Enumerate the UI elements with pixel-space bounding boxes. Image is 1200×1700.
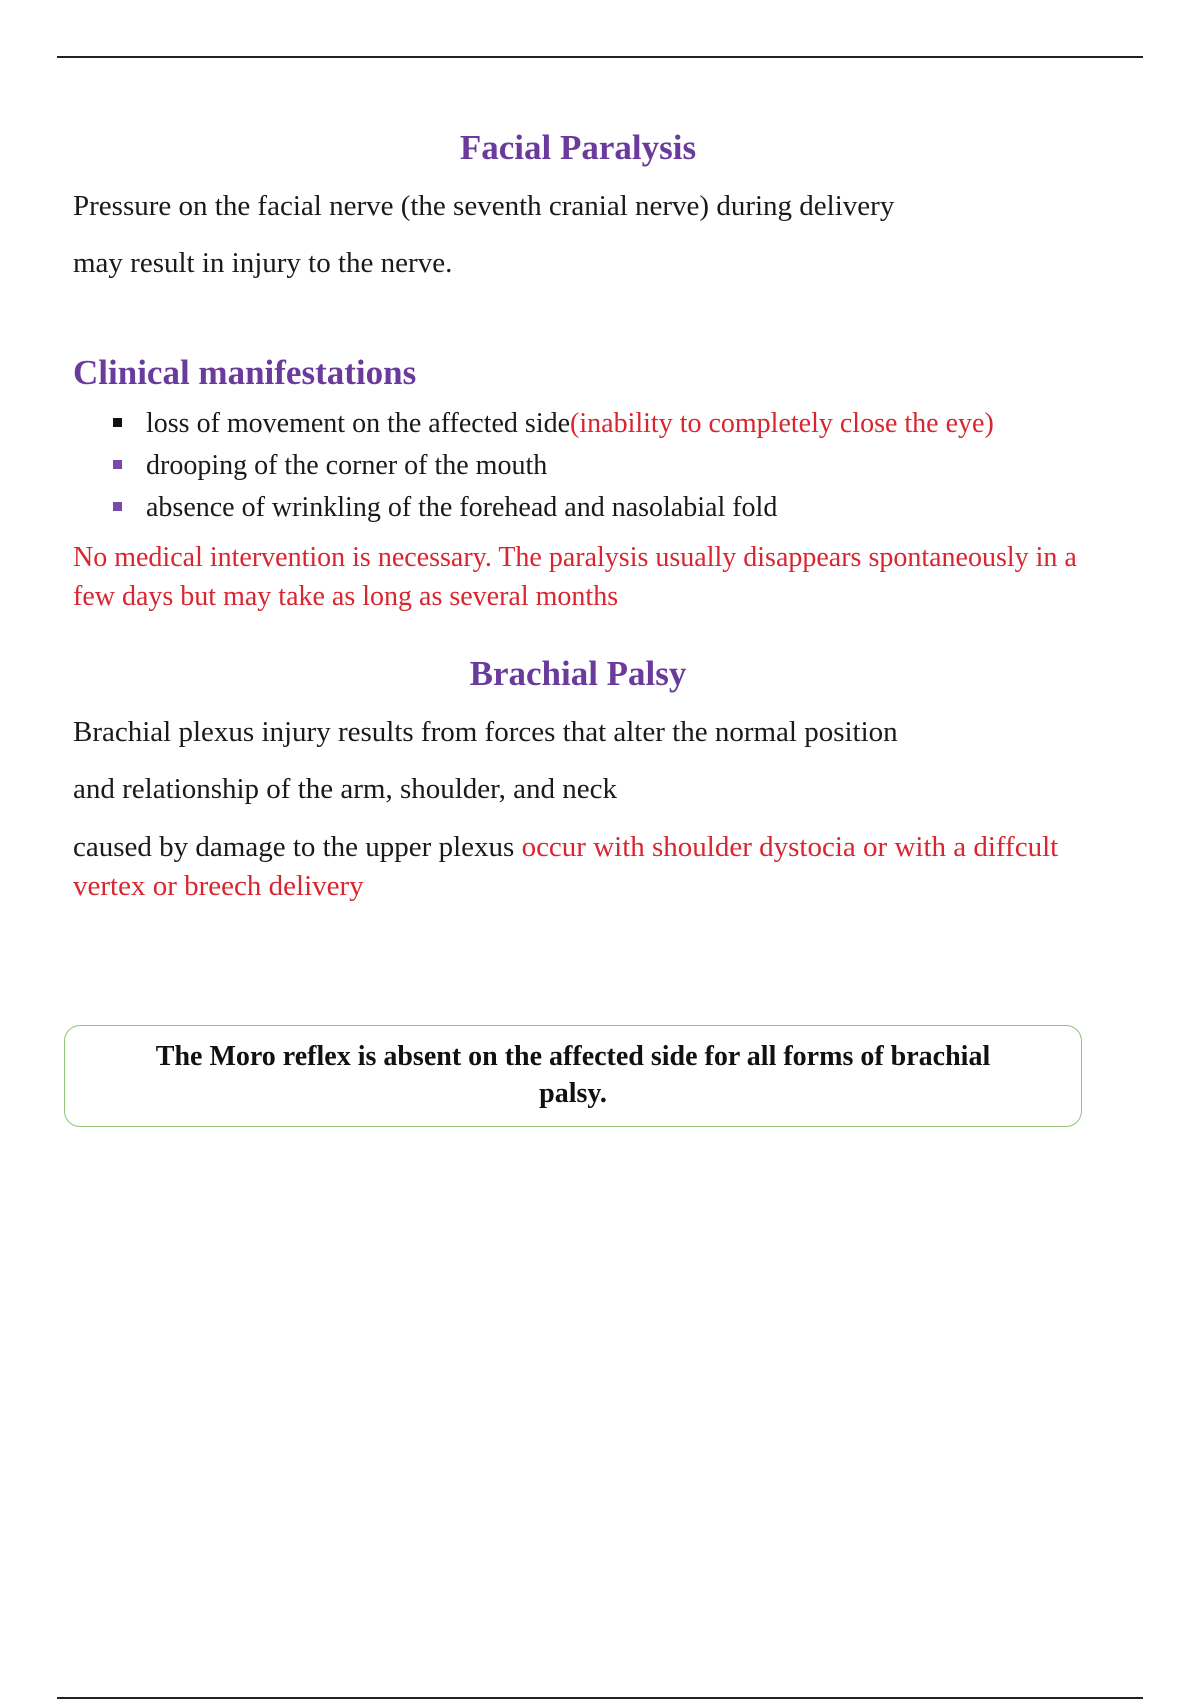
clinical-manifestations-heading: Clinical manifestations: [73, 353, 417, 392]
brachial-line1: Brachial plexus injury results from forces that alter the normal position: [73, 716, 898, 748]
list-item-red-text: (inability to completely close the eye): [570, 408, 994, 439]
list-item: [146, 404, 1083, 443]
bottom-rule: [57, 1697, 1143, 1699]
callout-text: The Moro reflex is absent on the affected side for all forms of brachial palsy.: [155, 1041, 991, 1109]
brachial-cause-black: caused by damage to the upper plexus: [73, 831, 522, 863]
list-item-text: absence of wrinkling of the forehead and nasolabial fold: [146, 492, 778, 523]
clinical-note: No medical intervention is necessary. The paralysis usually disappears spontaneously in a few days but may take as long as several months: [73, 542, 1077, 612]
facial-intro-line1: Pressure on the facial nerve (the seventh cranial nerve) during delivery: [73, 190, 895, 222]
bullet-icon: [113, 502, 122, 511]
list-item-text: loss of movement on the affected side: [146, 408, 571, 439]
bullet-icon: [113, 460, 122, 469]
brachial-palsy-title: Brachial Palsy: [469, 654, 687, 693]
clinical-manifestations-list: [73, 404, 1083, 527]
bullet-icon: [113, 418, 122, 427]
facial-intro-line2: may result in injury to the nerve.: [73, 247, 453, 279]
page-content: [73, 118, 1083, 906]
top-rule: [57, 56, 1143, 58]
brachial-line2: and relationship of the arm, shoulder, and neck: [73, 773, 618, 805]
moro-reflex-callout: [64, 1025, 1082, 1127]
brachial-cause-red: occur with shoulder dystocia or with a diffcult vertex or breech delivery: [73, 831, 1059, 902]
list-item: [146, 488, 1083, 527]
facial-paralysis-title: Facial Paralysis: [459, 128, 697, 167]
list-item-text: drooping of the corner of the mouth: [146, 450, 548, 481]
brachial-cause: [73, 828, 1083, 906]
list-item: [146, 446, 1083, 485]
